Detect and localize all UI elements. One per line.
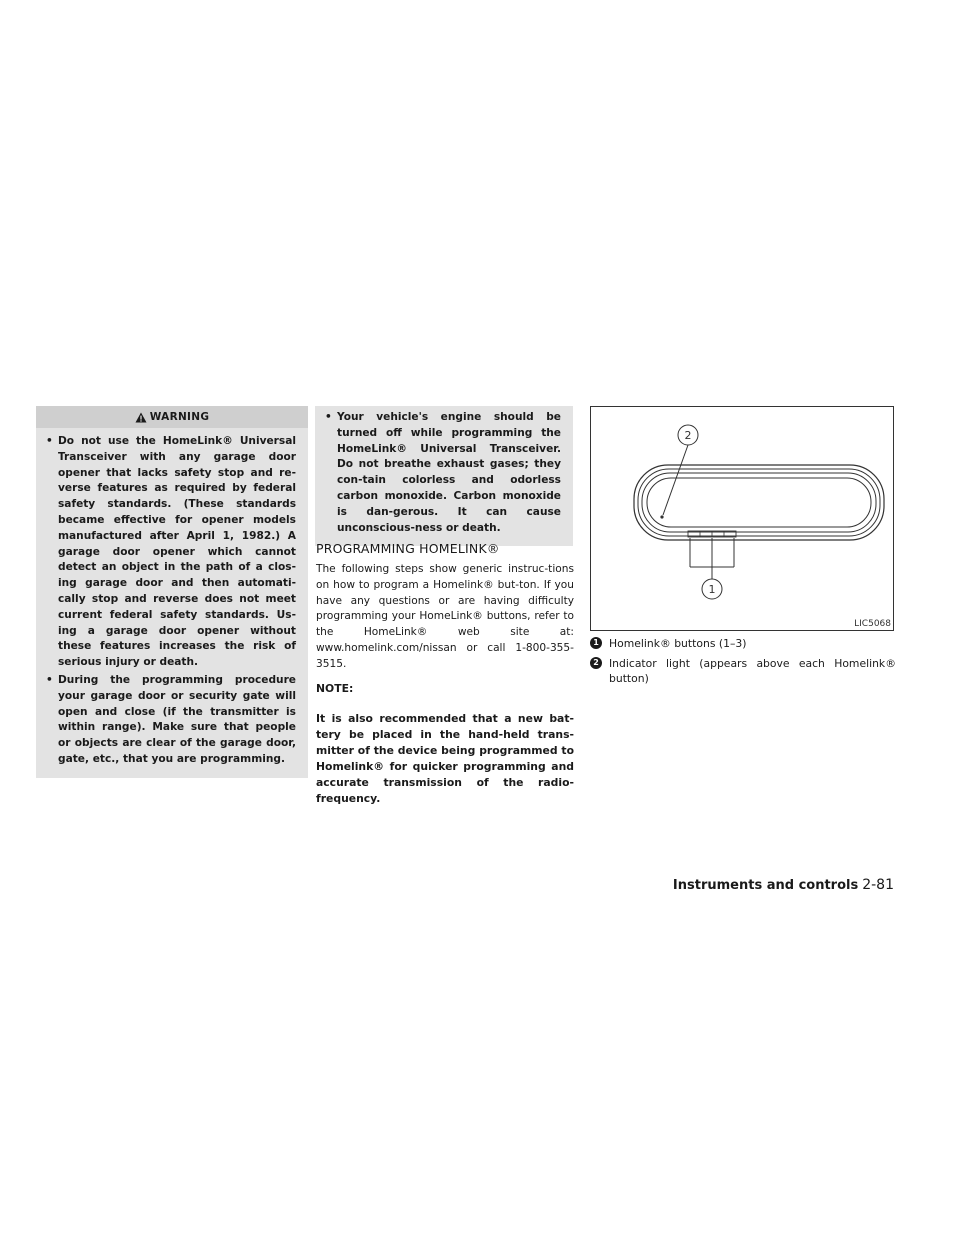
note-label: NOTE: [316, 682, 354, 695]
callout-1: 1 [708, 583, 716, 596]
warning-item: • Your vehicle's engine should be turned off while programming the HomeLink® Universal Transceiver. Do not breathe exhaust gases; they con-tain colorless and odorless carbon monoxide. Carbon monoxide is dan-gerous. It can cause unconscious-ness or death. [325, 410, 561, 536]
warning-list [36, 428, 308, 768]
note-text: It is also recommended that a new bat-tery be placed in the hand-held trans-mitter of the device being programmed to Homelink® for quicker programming and accurate transmission of the radio-frequency. [316, 712, 574, 805]
legend-text: Indicator light (appears above each Homelink® button) [609, 656, 896, 685]
warning-item: • During the programming procedure your garage door or security gate will open and close (if the transmitter is within range). Make sure that people or objects are clear of the garage door, gate, etc., that you are programming. [46, 673, 296, 768]
legend-item [590, 656, 896, 687]
legend-number-badge: 1 [590, 637, 602, 649]
warning-box [36, 406, 308, 778]
figure-code: LIC5068 [854, 619, 891, 629]
chapter-title: Instruments and controls [672, 878, 859, 893]
warning-list [315, 406, 573, 536]
page-number: 2-81 [862, 877, 894, 893]
warning-item: • Do not use the HomeLink® Universal Transceiver with any garage door opener that lacks safety stop and re-verse features as required by federal safety standards. (These standards became effective for opener models manufactured after April 1, 1982.) A garage door opener which cannot detect an object in the path of a clos-ing garage door and then automati-cally stop and reverse does not meet current federal safety standards. Us-ing a garage door opener without these features increases the risk of serious injury or death. [46, 434, 296, 671]
page-footer [673, 877, 894, 893]
section-title: PROGRAMMING HOMELINK® [316, 541, 500, 556]
legend-number-badge: 2 [590, 657, 602, 669]
section-body: The following steps show generic instruc-tions on how to program a Homelink® but-ton. If you have any questions or are having difficulty programming your HomeLink® buttons, refer to the HomeLink® web site at: www.homelink.com/nissan or call 1-800-355-3515. [316, 563, 574, 670]
figure-legend [590, 636, 896, 691]
warning-header [36, 406, 308, 428]
callout-2: 2 [684, 429, 692, 442]
rearview-mirror-illustration [591, 407, 893, 630]
warning-triangle-icon [135, 412, 147, 423]
warning-box-continued [315, 406, 573, 546]
legend-text: Homelink® buttons (1–3) [609, 637, 747, 650]
warning-title: WARNING [149, 411, 210, 423]
homelink-mirror-figure [590, 406, 894, 631]
legend-item [590, 636, 896, 652]
